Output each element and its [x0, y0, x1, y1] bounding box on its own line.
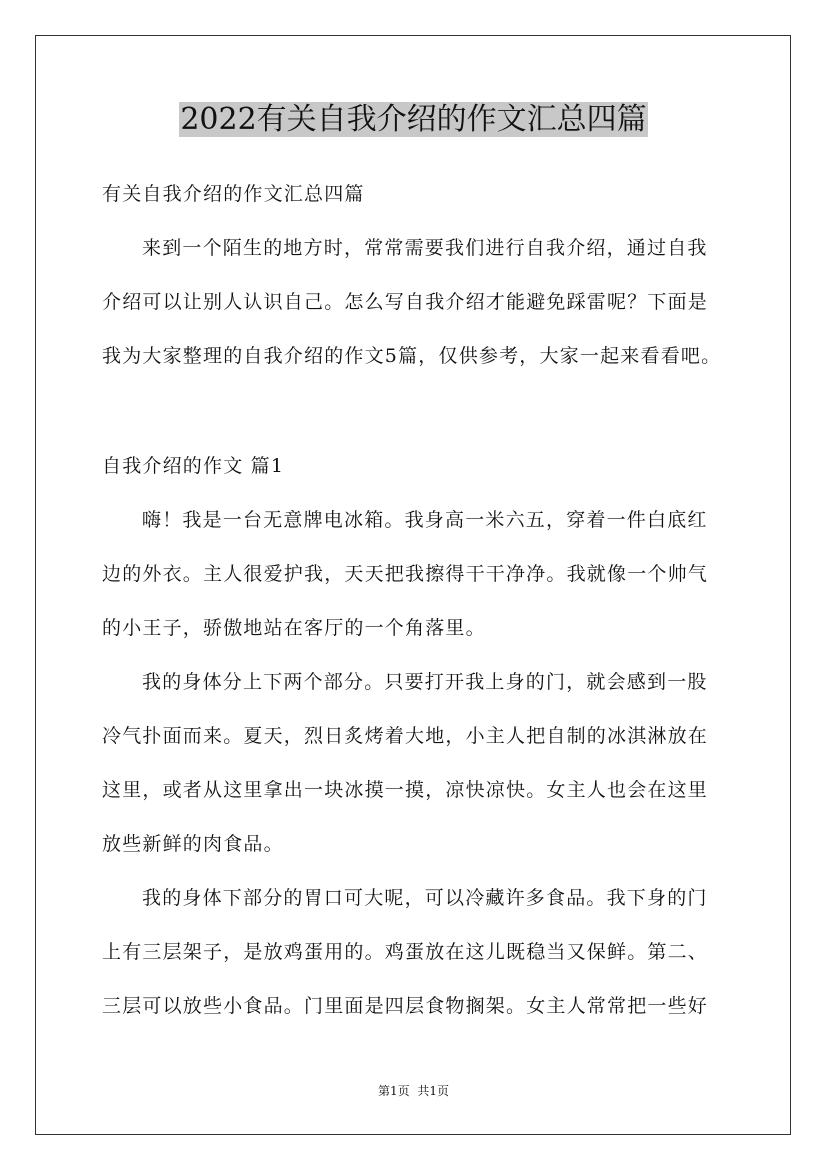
- paragraph-line: 三层可以放些小食品。门里面是四层食物搁架。女主人常常把一些好: [102, 995, 709, 1017]
- intro-line: 介绍可以让别人认识自己。怎么写自我介绍才能避免踩雷呢？下面是: [102, 291, 709, 313]
- page-footer: [0, 1083, 827, 1099]
- paragraph-line: 边的外衣。主人很爱护我，天天把我擦得干干净净。我就像一个帅气: [102, 563, 709, 585]
- document-subtitle: 有关自我介绍的作文汇总四篇: [102, 183, 365, 205]
- paragraph-line: 冷气扑面而来。夏天，烈日炙烤着大地，小主人把自制的冰淇淋放在: [102, 725, 709, 747]
- paragraph-line: 放些新鲜的肉食品。: [102, 833, 284, 855]
- paragraph-line: 我的身体下部分的胃口可大呢，可以冷藏许多食品。我下身的门: [142, 887, 708, 909]
- page-number: 第1页: [378, 1084, 410, 1098]
- paragraph-line: 上有三层架子，是放鸡蛋用的。鸡蛋放在这儿既稳当又保鲜。第二、: [102, 941, 709, 963]
- section-heading: 自我介绍的作文 篇1: [102, 455, 285, 477]
- paragraph-line: 这里，或者从这里拿出一块冰摸一摸，凉快凉快。女主人也会在这里: [102, 779, 709, 801]
- page-title: [0, 98, 827, 142]
- paragraph-line: 我的身体分上下两个部分。只要打开我上身的门，就会感到一股: [142, 671, 708, 693]
- paragraph-line: 的小王子，骄傲地站在客厅的一个角落里。: [102, 617, 486, 639]
- intro-line: 我为大家整理的自我介绍的作文5篇，仅供参考，大家一起来看看吧。: [102, 345, 722, 367]
- page-total: 共1页: [417, 1084, 449, 1098]
- paragraph-line: 嗨！我是一台无意牌电冰箱。我身高一米六五，穿着一件白底红: [142, 509, 708, 531]
- page-title-text: 2022有关自我介绍的作文汇总四篇: [180, 102, 647, 137]
- intro-line: 来到一个陌生的地方时，常常需要我们进行自我介绍，通过自我: [142, 237, 708, 259]
